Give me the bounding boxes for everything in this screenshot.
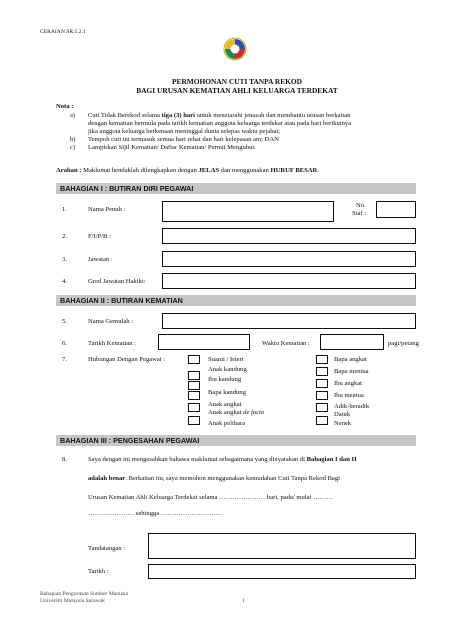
time-of-death-field[interactable] <box>320 334 384 350</box>
staff-no-label-line2: Staf : <box>352 210 367 217</box>
checkbox-adoptive-mother[interactable] <box>316 379 328 388</box>
option-adoptive-mother: Ibu angkat <box>334 380 363 387</box>
q7-number: 7. <box>62 356 67 363</box>
option-siblings: Adik-beradik <box>334 403 370 410</box>
checkbox-spouse[interactable] <box>188 355 200 364</box>
arahan-line: Arahan : Maklumat hendaklah dilengkapkan dengan JELAS dan menggunakan HURUF BESAR. <box>56 167 319 174</box>
q6-label: Tarikh Kematian : <box>88 340 136 347</box>
nota-a-letter: a) <box>70 112 76 119</box>
checkbox-biological-child[interactable] <box>188 371 200 380</box>
option-spouse: Suami / Isteri <box>208 356 244 363</box>
footer-university: Universiti Malaysia Sarawak <box>40 598 105 604</box>
checkbox-adoptive-father[interactable] <box>316 355 328 364</box>
form-title: PERMOHONAN CUTI TANPA REKOD <box>172 77 302 86</box>
checkbox-adopted-child[interactable] <box>188 403 200 412</box>
q2-number: 2. <box>62 233 67 240</box>
declaration-line3: Urusan Kematian Ahli Keluarga Terdekat selama ………………… hari, pada/ mulai ……… <box>88 494 333 501</box>
checkbox-father[interactable] <box>188 391 200 400</box>
position-field[interactable] <box>162 251 416 267</box>
q6-number: 6. <box>62 340 67 347</box>
nota-a-line2: dengan kematian bermula pada tarikh kematian anggota keluarga terdekat atau pada hari berikutnya <box>88 120 352 127</box>
signature-label: Tandatangan : <box>88 545 126 552</box>
date-label: Tarikh : <box>88 568 109 575</box>
q3-label: Jawatan : <box>88 256 113 263</box>
checkbox-grandfather[interactable] <box>316 416 328 425</box>
signature-field[interactable] <box>148 533 416 559</box>
time-suffix: pagi/petang <box>388 340 419 347</box>
q5-number: 5. <box>62 318 67 325</box>
q7-label: Hubungan Dengan Pegawai : <box>88 356 166 363</box>
option-biological-child: Anak kandung <box>208 366 247 373</box>
grade-field[interactable] <box>162 273 416 289</box>
q8-number: 8. <box>62 456 67 463</box>
q1-label: Nama Penuh : <box>88 206 126 213</box>
staff-number-field[interactable] <box>376 201 416 218</box>
q2-label: F/I/P/B : <box>88 233 111 240</box>
faculty-field[interactable] <box>162 228 416 244</box>
university-logo <box>222 36 248 62</box>
nota-a-line1: Cuti Tidak Berekod selama tiga (3) hari untuk menziarahi jenazah dan membantu urusan berkaitan <box>88 112 351 119</box>
nota-a-line3: jika anggota keluarga berkenaan meninggal dunia selepas waktu pejabat; <box>88 128 281 135</box>
option-foster-child: Anak pelihara <box>208 420 246 427</box>
section2-heading: BAHAGIAN II : BUTIRAN KEMATIAN <box>56 295 416 306</box>
declaration-line2: adalah benar. Berkaitan itu, saya memohon menggunakan kemudahan Cuti Tanpa Rekod Bagi <box>88 475 340 482</box>
option-adopted-child: Anak angkat <box>208 401 242 408</box>
nota-b-letter: b) <box>70 136 76 143</box>
deceased-name-field[interactable] <box>162 313 416 329</box>
section3-heading: BAHAGIAN III : PENGESAHAN PEGAWAI <box>56 435 416 446</box>
checkbox-siblings[interactable] <box>316 403 328 412</box>
option-mother: Ibu kandung <box>208 376 242 383</box>
page-number: 1 <box>242 598 245 604</box>
declaration-line4: ………………… sehingga ………………………. <box>88 510 222 517</box>
checkbox-father-in-law[interactable] <box>316 367 328 376</box>
footer-department: Bahagian Pengurusan Sumber Manusia <box>40 591 129 597</box>
option-grandmother: Nenek <box>334 420 352 427</box>
staff-no-label-line1: No. <box>356 202 366 209</box>
option-de-facto-child: Anak angkat de facto <box>208 409 265 416</box>
q5-label: Nama Gemulah : <box>88 318 134 325</box>
option-father: Bapa kandung <box>208 389 246 396</box>
q3-number: 3. <box>62 256 67 263</box>
time-of-death-label: Waktu Kematian : <box>262 340 310 347</box>
declaration-line1: Saya dengan ini mengesahkan bahawa maklumat sebagaimana yang dinyatakan di Bahagian I dan II <box>88 456 357 463</box>
option-grandfather: Datuk <box>334 411 351 418</box>
q1-number: 1. <box>62 206 67 213</box>
q4-number: 4. <box>62 278 67 285</box>
option-adoptive-father: Bapa angkat <box>334 356 367 363</box>
form-code: CERAIAN SR.5.2.1 <box>40 29 86 35</box>
full-name-field[interactable] <box>162 201 334 222</box>
signature-date-field[interactable] <box>148 564 416 579</box>
date-of-death-field[interactable] <box>158 334 250 350</box>
option-father-in-law: Bapa mentua <box>334 368 369 375</box>
checkbox-mother-in-law[interactable] <box>316 391 328 400</box>
nota-c-letter: c) <box>70 144 76 151</box>
section1-heading: BAHAGIAN I : BUTIRAN DIRI PEGAWAI <box>56 183 416 194</box>
option-mother-in-law: Ibu mentua <box>334 392 364 399</box>
form-subtitle: BAGI URUSAN KEMATIAN AHLI KELUARGA TERDEKAT <box>136 86 338 95</box>
nota-b-text: Tempoh cuti ini termasuk semua hari rehat dan hari kelepasan am; DAN <box>88 136 279 143</box>
nota-c-text: Lampirkan Sijil Kematian/ Daftar Kematian/ Permit Mengubur. <box>88 144 256 151</box>
checkbox-de-facto-child[interactable] <box>188 416 200 425</box>
nota-label: Nota : <box>56 103 74 110</box>
checkbox-mother[interactable] <box>188 381 200 390</box>
q4-label: Gred Jawatan Hakiki: <box>88 278 146 285</box>
